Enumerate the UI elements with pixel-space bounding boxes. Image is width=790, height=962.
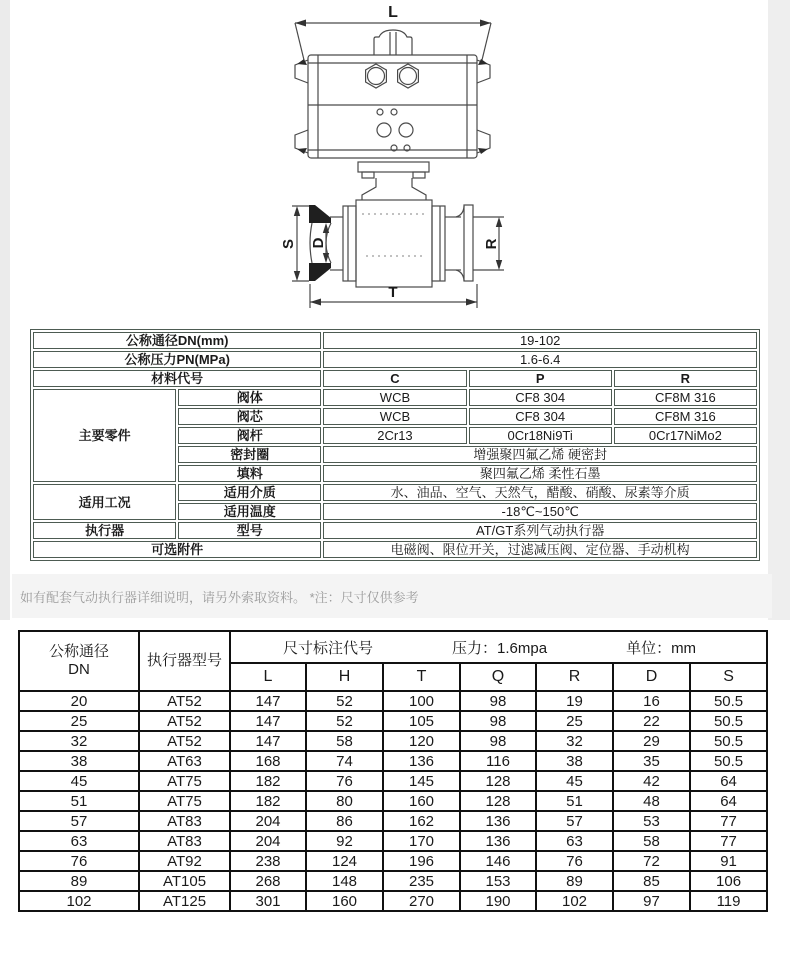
dim-cell: AT83 <box>139 811 230 831</box>
table-row <box>19 731 767 751</box>
dim-cell: 182 <box>230 771 306 791</box>
spec-value: CF8 304 <box>469 389 612 406</box>
spec-table <box>30 329 760 561</box>
dim-cell: 160 <box>306 891 383 911</box>
dim-cell: 63 <box>536 831 613 851</box>
dim-cell: AT52 <box>139 731 230 751</box>
dim-cell: 25 <box>19 711 139 731</box>
table-row <box>19 691 767 711</box>
dim-cell: 16 <box>613 691 690 711</box>
dim-cell: 76 <box>306 771 383 791</box>
dimension-table-title <box>230 631 767 663</box>
table-row <box>19 711 767 731</box>
dim-cell: 98 <box>460 731 536 751</box>
dim-cell: 89 <box>536 871 613 891</box>
dim-cell: 53 <box>613 811 690 831</box>
column-header-dn-line2: DN <box>68 661 90 678</box>
dim-cell: 45 <box>19 771 139 791</box>
spec-label: 阀体 <box>178 389 321 406</box>
spec-label: 执行器 <box>33 522 176 539</box>
column-header: H <box>306 663 383 691</box>
dim-cell: 72 <box>613 851 690 871</box>
table-row <box>19 631 767 663</box>
table-row <box>33 389 757 406</box>
dim-cell: 58 <box>613 831 690 851</box>
dim-cell: 97 <box>613 891 690 911</box>
table-row <box>19 791 767 811</box>
spec-label: 公称通径DN(mm) <box>33 332 321 349</box>
table-row <box>33 370 757 387</box>
spec-label: 适用介质 <box>178 484 321 501</box>
dim-cell: 196 <box>383 851 460 871</box>
dim-cell: 63 <box>19 831 139 851</box>
dim-cell: 92 <box>306 831 383 851</box>
spec-value: 0Cr18Ni9Ti <box>469 427 612 444</box>
dim-cell: 76 <box>536 851 613 871</box>
dim-cell: AT125 <box>139 891 230 911</box>
dim-cell: 147 <box>230 691 306 711</box>
dim-label-r: R <box>483 238 500 250</box>
dim-cell: AT52 <box>139 711 230 731</box>
dim-cell: 85 <box>613 871 690 891</box>
dim-cell: AT105 <box>139 871 230 891</box>
table-row <box>33 332 757 349</box>
dim-cell: 145 <box>383 771 460 791</box>
spec-value: -18℃~150℃ <box>323 503 757 520</box>
spec-label: 适用温度 <box>178 503 321 520</box>
dim-cell: 20 <box>19 691 139 711</box>
spec-value: 增强聚四氟乙烯 硬密封 <box>323 446 757 463</box>
footnote <box>12 574 772 618</box>
dim-cell: AT75 <box>139 791 230 811</box>
dim-cell: 268 <box>230 871 306 891</box>
dim-cell: 29 <box>613 731 690 751</box>
dim-cell: 52 <box>306 711 383 731</box>
dim-cell: 77 <box>690 831 767 851</box>
dim-label-s: S <box>280 238 297 250</box>
dim-cell: 146 <box>460 851 536 871</box>
table-row <box>19 851 767 871</box>
dim-cell: 19 <box>536 691 613 711</box>
column-header: S <box>690 663 767 691</box>
dim-cell: 80 <box>306 791 383 811</box>
spec-material-p: P <box>469 370 612 387</box>
dim-cell: 170 <box>383 831 460 851</box>
valve-technical-drawing <box>0 0 790 330</box>
dim-cell: 124 <box>306 851 383 871</box>
dim-cell: 22 <box>613 711 690 731</box>
table-row <box>19 751 767 771</box>
spec-label: 材料代号 <box>33 370 321 387</box>
dim-cell: 57 <box>536 811 613 831</box>
column-header-dn <box>19 631 139 691</box>
table-row <box>33 541 757 558</box>
dim-cell: 51 <box>19 791 139 811</box>
dim-cell: 50.5 <box>690 751 767 771</box>
dim-cell: 45 <box>536 771 613 791</box>
column-header: R <box>536 663 613 691</box>
dim-cell: 89 <box>19 871 139 891</box>
dim-cell: 98 <box>460 711 536 731</box>
column-header: Q <box>460 663 536 691</box>
dim-cell: AT52 <box>139 691 230 711</box>
spec-material-c: C <box>323 370 466 387</box>
spec-label: 公称压力PN(MPa) <box>33 351 321 368</box>
table-row <box>19 871 767 891</box>
spec-value: 电磁阀、限位开关，过滤减压阀、定位器、手动机构 <box>323 541 757 558</box>
dim-cell: AT83 <box>139 831 230 851</box>
dimension-table <box>18 630 768 912</box>
spec-value: 水、油品、空气、天然气，醋酸、硝酸、尿素等介质 <box>323 484 757 501</box>
spec-value: CF8 304 <box>469 408 612 425</box>
dim-cell: 64 <box>690 771 767 791</box>
spec-value: CF8M 316 <box>614 408 757 425</box>
dim-cell: 136 <box>460 831 536 851</box>
spec-label: 密封圈 <box>178 446 321 463</box>
dim-label-t: T <box>388 284 398 301</box>
table-row <box>33 522 757 539</box>
dim-cell: 50.5 <box>690 711 767 731</box>
spec-material-r: R <box>614 370 757 387</box>
dim-cell: 128 <box>460 771 536 791</box>
spec-label: 填料 <box>178 465 321 482</box>
column-header: D <box>613 663 690 691</box>
dim-cell: 100 <box>383 691 460 711</box>
dim-cell: 105 <box>383 711 460 731</box>
dim-cell: 147 <box>230 731 306 751</box>
table-row <box>19 811 767 831</box>
dim-cell: 162 <box>383 811 460 831</box>
spec-value: AT/GT系列气动执行器 <box>323 522 757 539</box>
column-header: T <box>383 663 460 691</box>
dim-cell: 57 <box>19 811 139 831</box>
dim-cell: AT63 <box>139 751 230 771</box>
dim-cell: 120 <box>383 731 460 751</box>
spec-value: 1.6-6.4 <box>323 351 757 368</box>
dim-cell: 52 <box>306 691 383 711</box>
size-code-title: 尺寸标注代号 <box>283 639 374 657</box>
spec-value: CF8M 316 <box>614 389 757 406</box>
pressure-label: 压力：1.6mpa <box>452 639 548 657</box>
spec-value: 19-102 <box>323 332 757 349</box>
column-header-dn-line1: 公称通径 <box>48 643 109 660</box>
dim-cell: 238 <box>230 851 306 871</box>
table-row <box>19 771 767 791</box>
dim-cell: 102 <box>536 891 613 911</box>
spec-value: 聚四氟乙烯 柔性石墨 <box>323 465 757 482</box>
dim-cell: 136 <box>460 811 536 831</box>
table-row <box>19 891 767 911</box>
dim-cell: 235 <box>383 871 460 891</box>
dim-cell: 116 <box>460 751 536 771</box>
dim-cell: 35 <box>613 751 690 771</box>
dim-cell: 98 <box>460 691 536 711</box>
column-header-model: 执行器型号 <box>139 631 230 691</box>
dim-cell: 147 <box>230 711 306 731</box>
column-header: L <box>230 663 306 691</box>
dim-cell: 38 <box>19 751 139 771</box>
dim-cell: 160 <box>383 791 460 811</box>
dim-cell: 50.5 <box>690 731 767 751</box>
dim-cell: 301 <box>230 891 306 911</box>
dim-cell: 128 <box>460 791 536 811</box>
dim-cell: 182 <box>230 791 306 811</box>
spec-value: 2Cr13 <box>323 427 466 444</box>
spec-label: 主要零件 <box>33 389 176 482</box>
dim-label-l: L <box>388 4 398 21</box>
spec-label: 阀杆 <box>178 427 321 444</box>
dim-cell: 270 <box>383 891 460 911</box>
dim-cell: 204 <box>230 811 306 831</box>
footnote-text: 如有配套气动执行器详细说明，请另外索取资料。 *注：尺寸仅供参考 <box>20 589 419 605</box>
dim-cell: 50.5 <box>690 691 767 711</box>
dim-cell: 32 <box>536 731 613 751</box>
dim-cell: 77 <box>690 811 767 831</box>
dim-cell: 51 <box>536 791 613 811</box>
spec-value: WCB <box>323 408 466 425</box>
dim-cell: 136 <box>383 751 460 771</box>
dim-cell: 38 <box>536 751 613 771</box>
dim-cell: 76 <box>19 851 139 871</box>
dim-cell: 58 <box>306 731 383 751</box>
spec-label: 型号 <box>178 522 321 539</box>
dim-cell: 204 <box>230 831 306 851</box>
spec-label: 可选附件 <box>33 541 321 558</box>
dim-label-d: D <box>310 237 327 249</box>
table-row <box>19 831 767 851</box>
table-row <box>33 351 757 368</box>
dim-cell: 148 <box>306 871 383 891</box>
dim-cell: 106 <box>690 871 767 891</box>
dim-cell: AT92 <box>139 851 230 871</box>
unit-label: 单位：mm <box>626 639 697 657</box>
dim-cell: 119 <box>690 891 767 911</box>
dim-cell: 48 <box>613 791 690 811</box>
spec-label: 适用工况 <box>33 484 176 520</box>
dim-cell: 168 <box>230 751 306 771</box>
dim-cell: 102 <box>19 891 139 911</box>
dim-cell: 153 <box>460 871 536 891</box>
dim-cell: 86 <box>306 811 383 831</box>
spec-value: WCB <box>323 389 466 406</box>
dim-cell: 64 <box>690 791 767 811</box>
dim-cell: 74 <box>306 751 383 771</box>
spec-label: 阀芯 <box>178 408 321 425</box>
dim-cell: 32 <box>19 731 139 751</box>
dim-cell: 25 <box>536 711 613 731</box>
dim-cell: 190 <box>460 891 536 911</box>
dim-cell: 91 <box>690 851 767 871</box>
dim-cell: 42 <box>613 771 690 791</box>
spec-value: 0Cr17NiMo2 <box>614 427 757 444</box>
table-row <box>33 484 757 501</box>
dim-cell: AT75 <box>139 771 230 791</box>
